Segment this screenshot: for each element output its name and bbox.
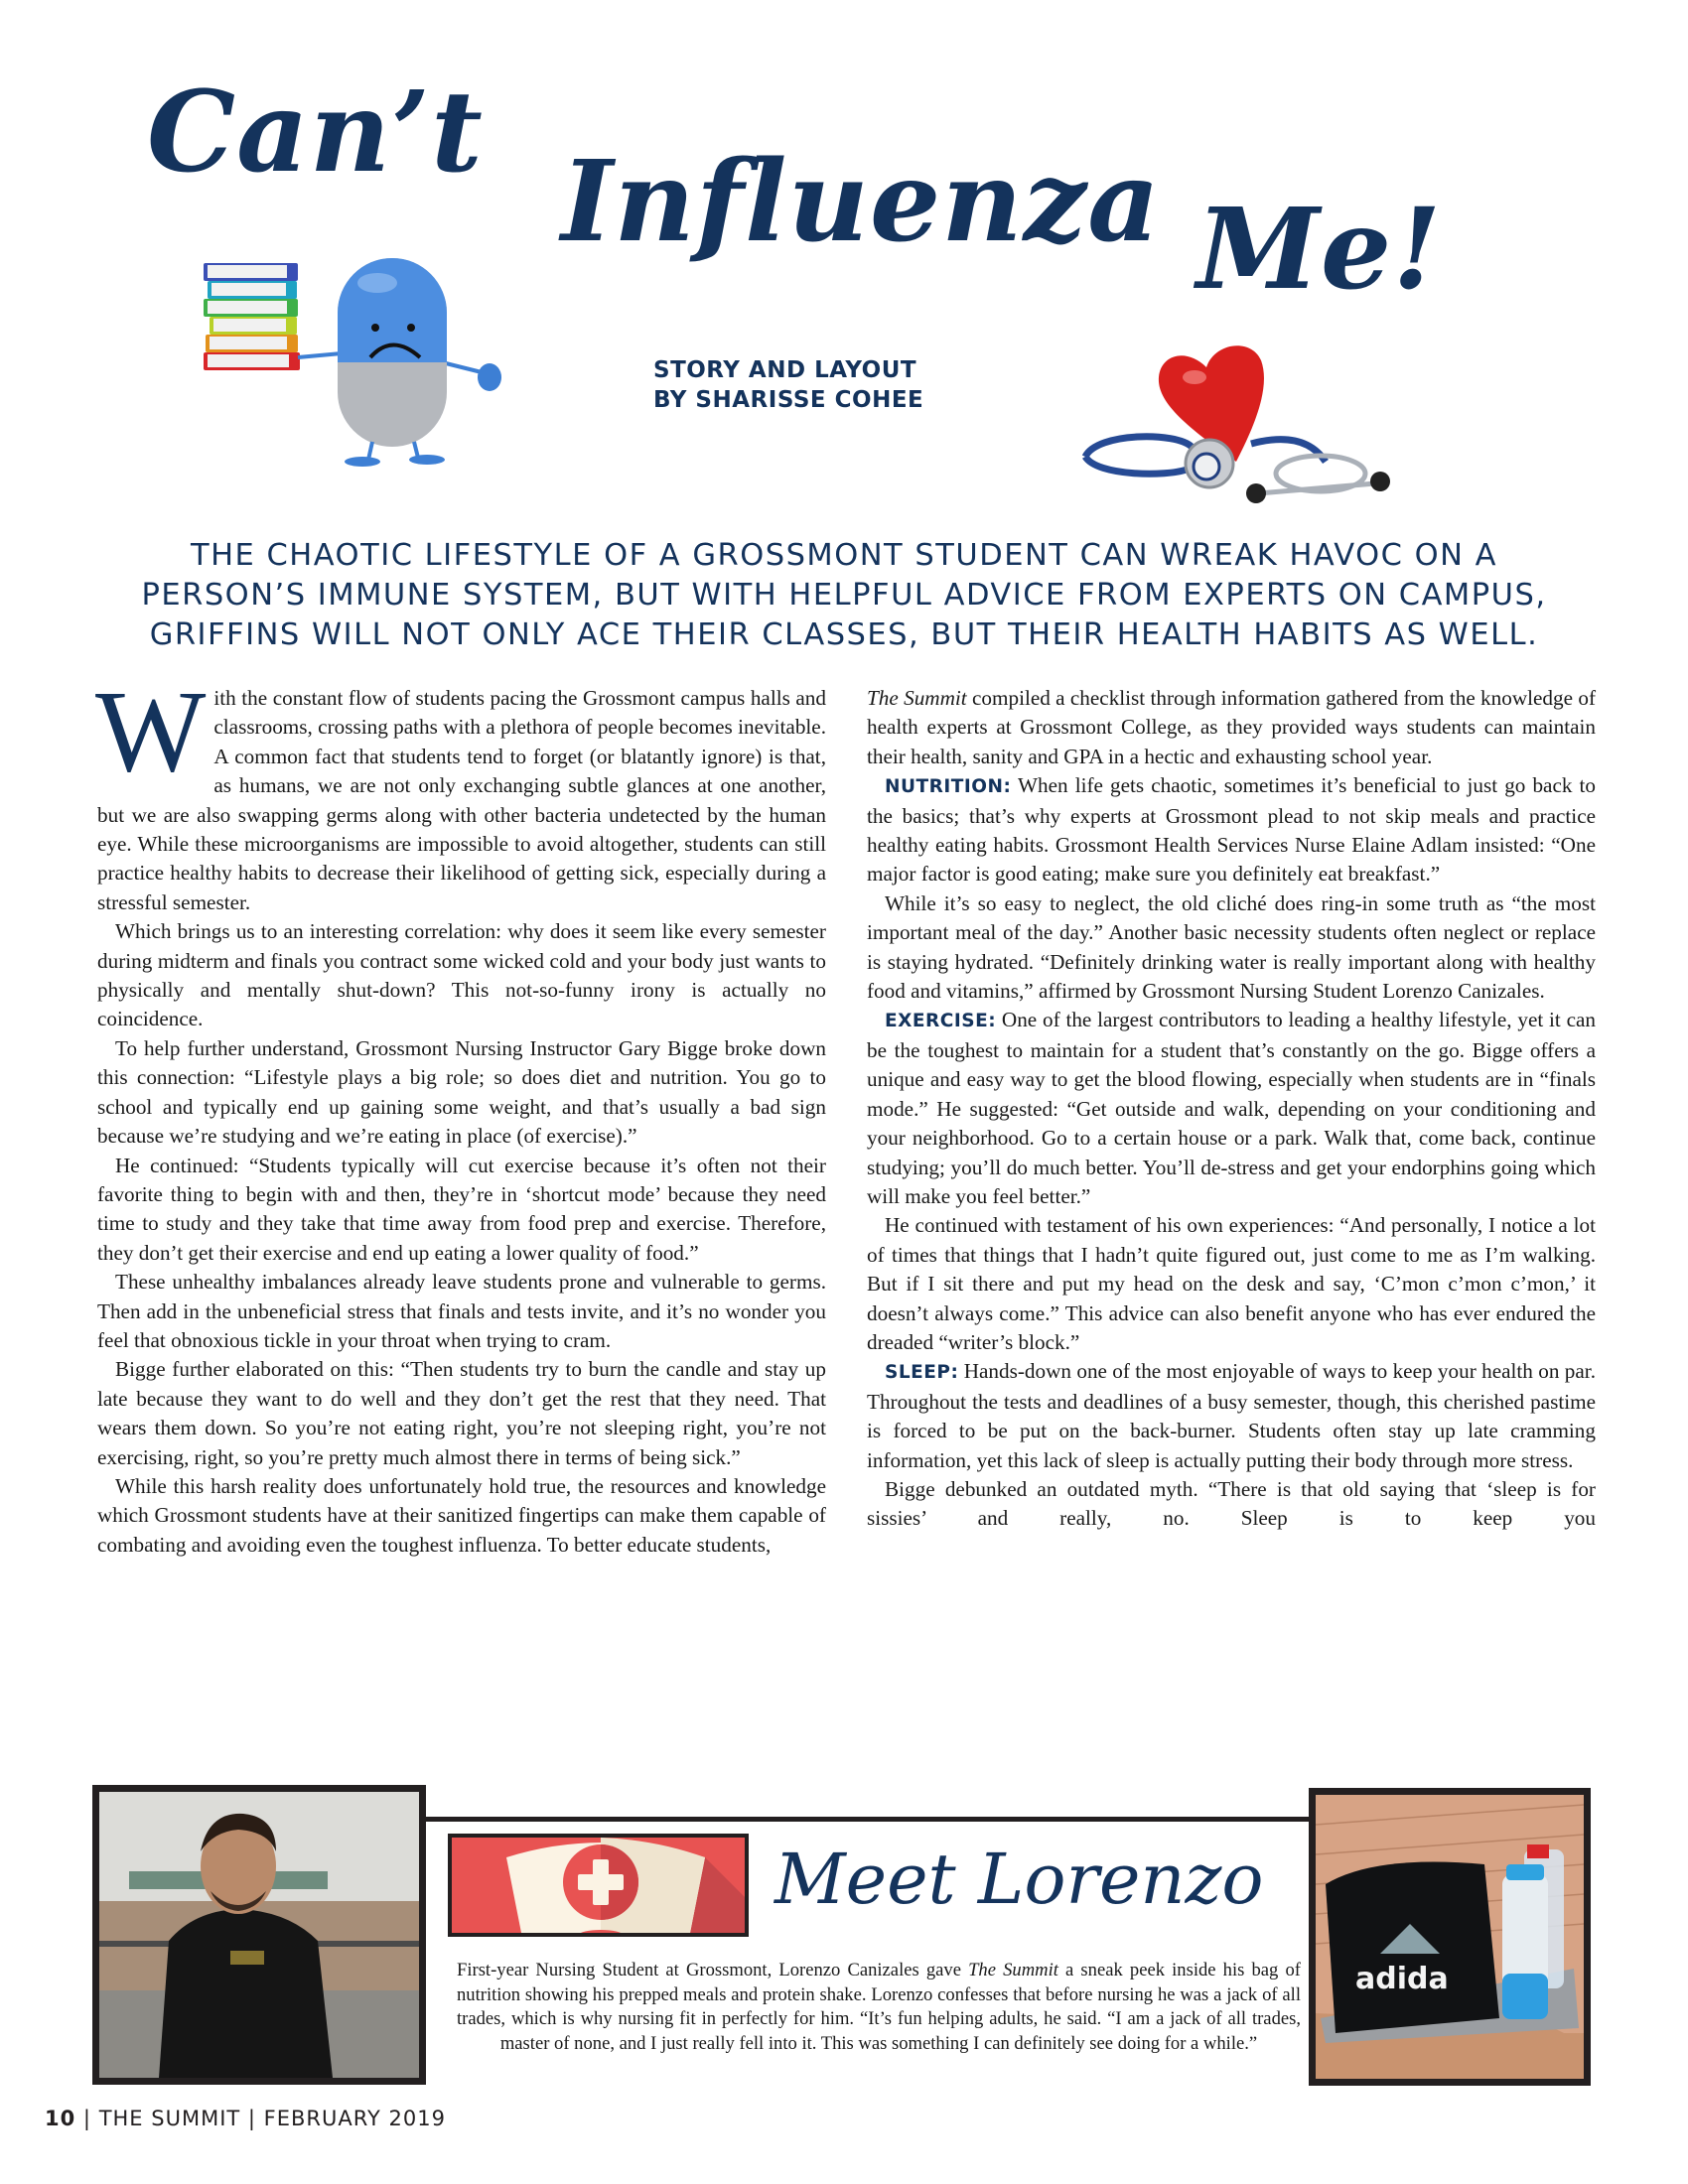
- article-column-right: [867, 684, 1596, 1534]
- page-footer: [45, 2107, 446, 2130]
- nutrition-bag-photo: [1309, 1788, 1591, 2086]
- section-label-nutrition: NUTRITION:: [885, 776, 1012, 798]
- article-paragraph-sleep: [867, 1357, 1596, 1475]
- heart-stethoscope-illustration: [1077, 333, 1415, 506]
- footer-separator: |: [247, 2107, 256, 2130]
- drop-cap: W: [95, 666, 207, 796]
- book-stack-icon: [204, 263, 300, 370]
- issue-date: FEBRUARY 2019: [263, 2107, 446, 2130]
- article-paragraph-nutrition: [867, 771, 1596, 889]
- article-paragraph: [95, 666, 826, 917]
- section-label-sleep: SLEEP:: [885, 1362, 959, 1384]
- caption-publication-name: The Summit: [968, 1960, 1058, 1980]
- deck-line-3: GRIFFINS WILL NOT ONLY ACE THEIR CLASSES, BUT THEIR HEALTH HABITS AS WELL.: [149, 617, 1539, 652]
- article-paragraph: Bigge debunked an outdated myth. “There is that old saying that ‘sleep is for sissies’ and really, no. Sleep is to keep you: [867, 1476, 1596, 1531]
- title-word-cant: Can’t: [147, 68, 484, 198]
- article-paragraph: These unhealthy imbalances already leave students prone and vulnerable to germs. Then add in the unbeneficial stress that finals and tests invite, and it’s no wonder you feel that obnoxious tickle in your throat when trying to cram.: [97, 1270, 826, 1352]
- title-word-me: Me!: [1196, 185, 1443, 315]
- title-word-influenza: Influenza: [561, 137, 1161, 267]
- byline-line-1: STORY AND LAYOUT: [653, 357, 917, 383]
- sidebar-top-rule: [426, 1817, 1309, 1822]
- deck-line-2: PERSON’S IMMUNE SYSTEM, BUT WITH HELPFUL ADVICE FROM EXPERTS ON CAMPUS,: [141, 578, 1547, 613]
- article-paragraph: He continued with testament of his own experiences: “And personally, I notice a lot of times that things that I hadn’t quite figured out, just come to me as I’m walking. But if I sit there and put my head on the desk and say, ‘C’mon c’mon c’mon,’ it doesn’t always come.” This advice can also benefit anyone who has ever endured the dreaded “writer’s block.”: [867, 1213, 1596, 1354]
- section-label-exercise: EXERCISE:: [885, 1011, 997, 1032]
- paragraph-text: One of the largest contributors to leading a healthy lifestyle, yet it can be the toughest to maintain for a student that’s constantly on the go. Bigge offers a unique and easy way to get the blood flowing, especially when students are in “finals mode.” He suggested: “Get outside and walk, depending on your conditioning and your neighborhood. Go to a certain house or a park. Walk that, come back, continue studying; you’ll do much better. You’ll de-stress and get your endorphins going which will make you feel better.”: [867, 1008, 1596, 1208]
- byline: [653, 355, 923, 415]
- paragraph-text: ith the constant flow of students pacing the Grossmont campus halls and classrooms, crossing paths with a plethora of people becomes inevitable. A common fact that students tend to forget (or blatantly ignore) is that, as humans, we are not only exchanging subtle glances at one another, but we are also swapping germs along with other bacteria undetected by the human eye. While these microorganisms are impossible to avoid altogether, students can still practice healthy habits to decrease their likelihood of getting sick, especially during a stressful semester.: [97, 686, 826, 914]
- article-paragraph: Bigge further elaborated on this: “Then students try to burn the candle and stay up late because they want to do well and they don’t get the rest that they need. That wears them down. So you’re not eating right, you’re not sleeping right, you’re not exercising, right, so you’re pretty much almost there in terms of being sick.”: [97, 1357, 826, 1469]
- article-paragraph: While it’s so easy to neglect, the old cliché does ring-in some truth as “the most important meal of the day.” Another basic necessity students often neglect or replace is staying hydrated. “Definitely drinking water is really important along with healthy food and vitamins,” affirmed by Grossmont Nursing Student Lorenzo Canizales.: [867, 890, 1596, 1004]
- caption-text: a sneak peek inside his bag of nutrition showing his prepped meals and protein shake. Lorenzo confesses that before nursing he was a jack of all trades, which is why nursing fit in perfectly for him. “It’s fun helping adults, he said. “I am a jack of all trades, master of none, and I just really fell into it. This was something I can definitely see doing for a while.”: [457, 1960, 1301, 2054]
- paragraph-text: compiled a checklist through information gathered from the knowledge of health experts at Grossmont College, as they provided ways students can maintain their health, sanity and GPA in a hectic and exhausting school year.: [867, 686, 1596, 768]
- article-paragraph: Which brings us to an interesting correlation: why does it seem like every semester during midterm and finals you contract some wicked cold and your body just wants to physically and mentally shut-down? This not-so-funny irony is actually no coincidence.: [97, 919, 826, 1031]
- page-number: 10: [45, 2107, 76, 2130]
- deck-line-1: THE CHAOTIC LIFESTYLE OF A GROSSMONT STUDENT CAN WREAK HAVOC ON A: [190, 538, 1498, 573]
- bag-brand-text: adida: [1355, 1962, 1449, 1996]
- sidebar-heading: Meet Lorenzo: [774, 1839, 1264, 1920]
- paragraph-text: When life gets chaotic, sometimes it’s beneficial to just go back to the basics; that’s why experts at Grossmont plead to not skip meals and practice healthy eating habits. Grossmont Health Services Nurse Elaine Adlam insisted: “One major factor is good eating; make sure you definitely eat breakfast.”: [867, 773, 1596, 887]
- article-paragraph: To help further understand, Grossmont Nursing Instructor Gary Bigge broke down this connection: “Lifestyle plays a big role; so does diet and nutrition. You go to school and typically end up gaining some weight, and that’s usually a bad sign because we’re studying and we’re eating in place (of exercise).”: [97, 1035, 826, 1149]
- lorenzo-portrait-photo: [92, 1785, 426, 2085]
- publication-name: The Summit: [867, 686, 967, 710]
- article-column-left: [95, 666, 826, 1560]
- paragraph-text: Hands-down one of the most enjoyable of ways to keep your health on par. Throughout the tests and deadlines of a busy semester, though, this cherished pastime is forced to be put on the back-burner. Students often stay up late cramming information, yet this lack of sleep is actually putting their body through more stress.: [867, 1359, 1596, 1472]
- article-paragraph-exercise: [867, 1006, 1596, 1211]
- article-paragraph: While this harsh reality does unfortunately hold true, the resources and knowledge which Grossmont students have at their sanitized fingertips can make them capable of combating and avoiding even the toughest influenza. To better educate students,: [97, 1473, 826, 1557]
- article-deck: [99, 536, 1589, 655]
- sidebar-caption: [457, 1959, 1301, 2056]
- sad-pill-illustration: [194, 233, 536, 467]
- nurse-cap-graphic: [448, 1834, 749, 1937]
- byline-line-2: BY SHARISSE COHEE: [653, 387, 924, 413]
- article-paragraph: [867, 684, 1596, 771]
- footer-separator: |: [82, 2107, 91, 2130]
- publication-title: THE SUMMIT: [98, 2107, 241, 2130]
- article-paragraph: He continued: “Students typically will cut exercise because it’s often not their favorite thing to begin with and then, they’re in ‘shortcut mode’ because they need time to study and they take that time away from food prep and exercise. Therefore, they don’t get their exercise and end up eating a lower quality of food.”: [97, 1153, 826, 1265]
- caption-text: First-year Nursing Student at Grossmont, Lorenzo Canizales gave: [457, 1960, 969, 1980]
